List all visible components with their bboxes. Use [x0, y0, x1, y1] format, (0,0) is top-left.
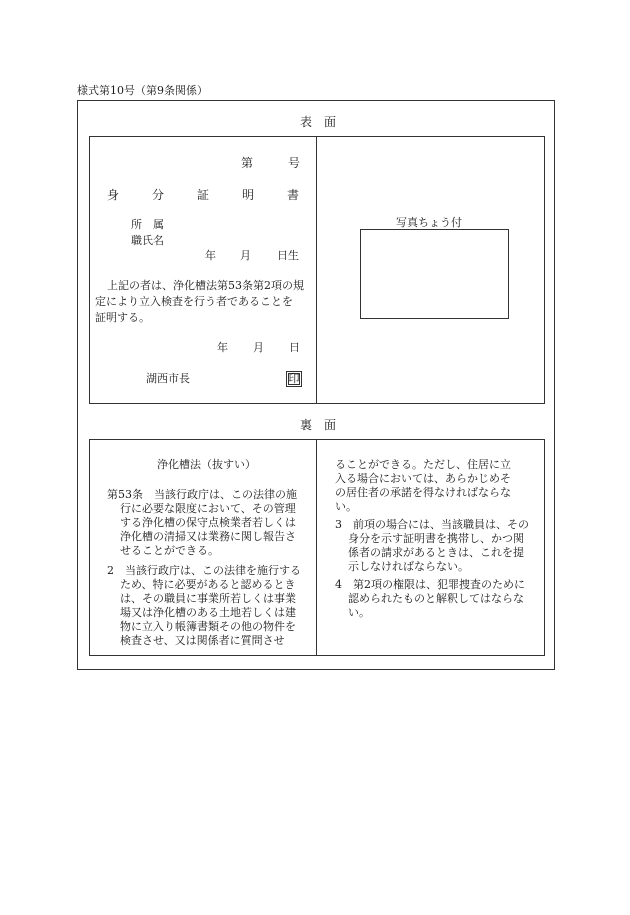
back-panel-divider [316, 439, 317, 656]
issue-year-label: 年 [217, 341, 228, 354]
document-title-char: 明 [241, 188, 254, 202]
law-text-line: 行に必要な限度において、その管理 [120, 502, 296, 515]
photo-label: 写真ちょう付 [396, 216, 462, 229]
law-text-line: 物に立入り帳簿書類その他の物件を [120, 620, 296, 633]
law-text-line: ることができる。ただし、住居に立 [335, 458, 511, 471]
document-title-char: 証 [196, 188, 209, 202]
front-panel-divider [316, 136, 317, 404]
certification-text-line: 定により立入検査を行う者であることを [95, 295, 293, 308]
birth-day-label: 日生 [277, 249, 299, 262]
law-text-line: 4 第2項の権限は、犯罪捜査のために [335, 578, 525, 591]
issuer-name: 湖西市長 [146, 372, 190, 385]
position-name-label: 職氏名 [131, 234, 164, 247]
form-number-label: 様式第10号（第9条関係） [77, 84, 208, 97]
law-text-line: 係者の請求があるときは、これを提 [348, 546, 524, 559]
certification-text-line: 上記の者は、浄化槽法第53条第2項の規 [107, 279, 304, 292]
law-text-line: は、その職員に事業所若しくは事業 [120, 592, 296, 605]
law-text-line: 身分を示す証明書を携帯し、かつ関 [348, 532, 524, 545]
law-text-line: せることができる。 [120, 544, 219, 557]
law-text-line: い。 [348, 606, 370, 619]
law-text-line: 第53条 当該行政庁は、この法律の施 [107, 488, 297, 501]
number-suffix: 号 [288, 156, 301, 170]
document-title-char: 身 [107, 188, 120, 202]
issue-day-label: 日 [289, 341, 300, 354]
document-title [107, 186, 299, 203]
certification-text-line: 証明する。 [95, 311, 150, 324]
law-text-line: い。 [335, 500, 357, 513]
law-excerpt-title: 浄化槽法（抜すい） [157, 458, 256, 471]
law-text-line: 入る場合においては、あらかじめそ [335, 472, 511, 485]
document-title-char: 書 [286, 188, 299, 202]
front-side-title: 表 面 [300, 115, 337, 129]
law-text-line: 示しなければならない。 [348, 560, 469, 573]
seal-icon: 印 [286, 371, 302, 387]
law-text-line: 認められたものと解釈してはならな [348, 592, 524, 605]
birth-month-label: 月 [240, 249, 251, 262]
back-side-title: 裏 面 [300, 418, 337, 432]
law-text-line: 3 前項の場合には、当該職員は、その [335, 518, 529, 531]
document-title-char: 分 [151, 188, 164, 202]
number-prefix: 第 [241, 156, 254, 170]
birth-year-label: 年 [205, 249, 216, 262]
law-text-line: の居住者の承諾を得なければならな [335, 486, 511, 499]
law-text-line: ため、特に必要があると認めるとき [120, 578, 296, 591]
law-text-line: する浄化槽の保守点検業者若しくは [120, 516, 296, 529]
photo-placeholder [360, 229, 509, 319]
law-text-line: 場又は浄化槽のある土地若しくは建 [120, 606, 296, 619]
law-text-line: 2 当該行政庁は、この法律を施行する [107, 564, 301, 577]
law-text-line: 浄化槽の清掃又は業務に関し報告さ [120, 530, 296, 543]
issue-month-label: 月 [253, 341, 264, 354]
law-text-line: 検査させ、又は関係者に質問させ [120, 634, 285, 647]
affiliation-label: 所 属 [131, 218, 164, 231]
